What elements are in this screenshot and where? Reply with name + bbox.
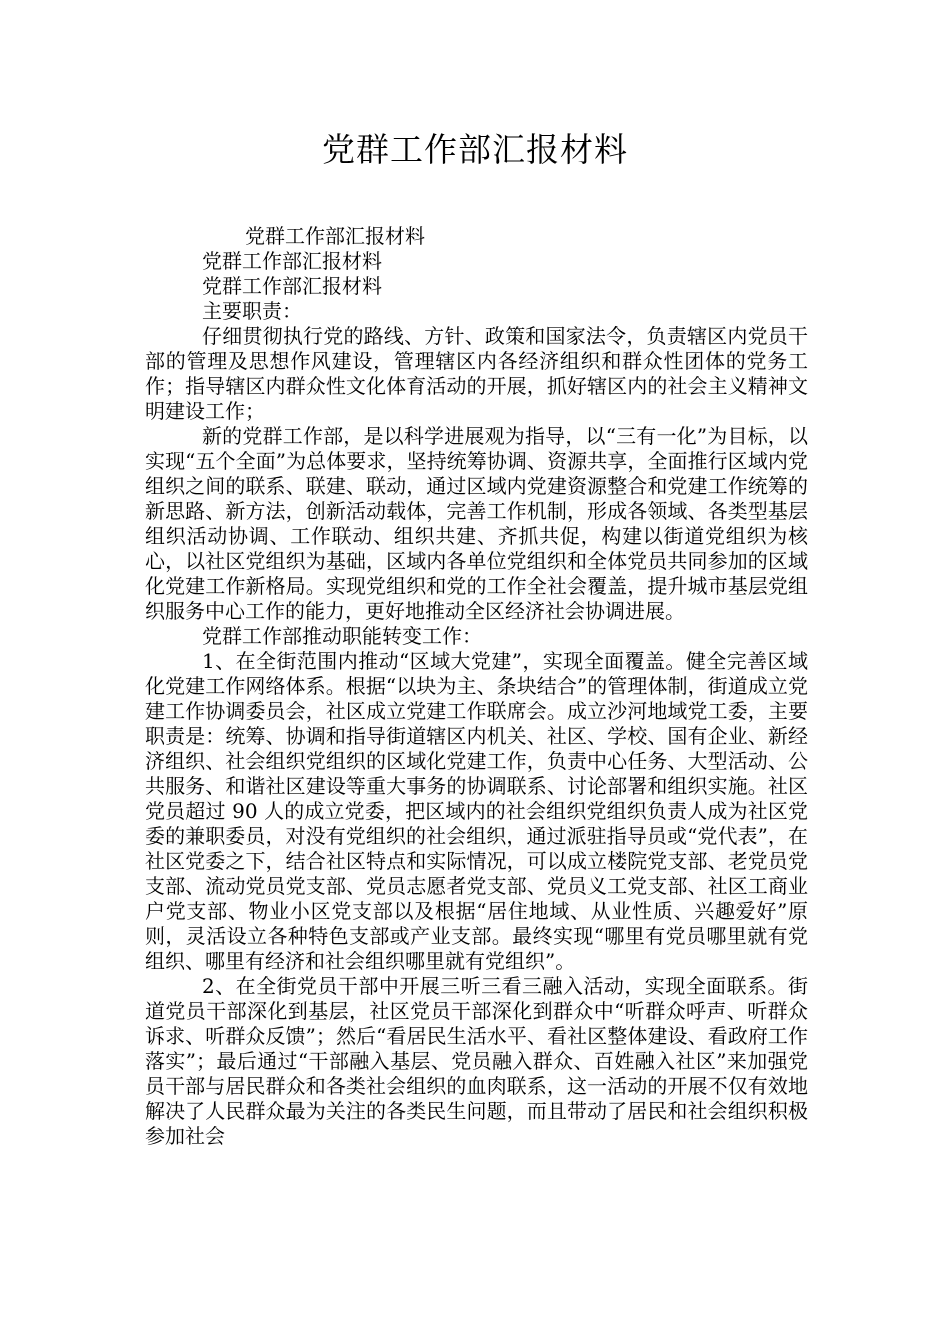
document-title: 党群工作部汇报材料	[322, 130, 628, 169]
paragraph-item-1: 1、在全街范围内推动“区域大党建”，实现全面覆盖。健全完善区域化党建工作网络体系。根据“以块为主、条块结合”的管理体制，街道成立党建工作协调委员会，社区成立党建工作联席会。成立沙河地域党工委，主要职责是：统筹、协调和指导街道辖区内机关、社区、学校、国有企业、新经济组织、社会组织党组织的区域化党建工作，负责中心任务、大型活动、公共服务、和谐社区建设等重大事务的协调联系、讨论部署和组织实施。社区党员超过 90 人的成立党委，把区域内的社会组织党组织负责人成为社区党委的兼职委员，对没有党组织的社会组织，通过派驻指导员或“党代表”，在社区党委之下，结合社区特点和实际情况，可以成立楼院党支部、老党员党支部、流动党员党支部、党员志愿者党支部、党员义工党支部、社区工商业户党支部、物业小区党支部以及根据“居住地域、从业性质、兴趣爱好”原则，灵活设立各种特色支部或产业支部。最终实现“哪里有党员哪里就有党组织、哪里有经济和社会组织哪里就有党组织”。	[145, 649, 808, 973]
section-heading-transformation: 党群工作部推动职能转变工作：	[202, 624, 482, 648]
subtitle-line-2: 党群工作部汇报材料	[202, 249, 382, 273]
paragraph-new-department: 新的党群工作部，是以科学进展观为指导，以“三有一化”为目标，以实现“五个全面”为总体要求，坚持统筹协调、资源共享，全面推行区域内党组织之间的联系、联建、联动，通过区域内党建资源整合和党建工作统筹的新思路、新方法，创新活动载体，完善工作机制，形成各领域、各类型基层组织活动协调、工作联动、组织共建、齐抓共促，构建以街道党组织为核心，以社区党组织为基础，区域内各单位党组织和全体党员共同参加的区域化党建工作新格局。实现党组织和党的工作全社会覆盖，提升城市基层党组织服务中心工作的能力，更好地推动全区经济社会协调进展。	[145, 424, 808, 623]
paragraph-item-2: 2、在全街党员干部中开展三听三看三融入活动，实现全面联系。街道党员干部深化到基层，社区党员干部深化到群众中“听群众呼声、听群众诉求、听群众反馈”；然后“看居民生活水平、看社区整体建设、看政府工作落实”；最后通过“干部融入基层、党员融入群众、百姓融入社区”来加强党员干部与居民群众和各类社会组织的血肉联系，这一活动的开展不仅有效地解决了人民群众最为关注的各类民生问题，而且带动了居民和社会组织积极参加社会	[145, 974, 808, 1148]
document-body	[145, 224, 808, 1149]
subtitle-line-3: 党群工作部汇报材料	[202, 274, 382, 298]
subtitle-line-1: 党群工作部汇报材料	[245, 224, 425, 248]
section-heading-duties: 主要职责：	[202, 299, 302, 323]
paragraph-duties: 仔细贯彻执行党的路线、方针、政策和国家法令，负责辖区内党员干部的管理及思想作风建设，管理辖区内各经济组织和群众性团体的党务工作；指导辖区内群众性文化体育活动的开展，抓好辖区内的社会主义精神文明建设工作；	[145, 324, 808, 423]
